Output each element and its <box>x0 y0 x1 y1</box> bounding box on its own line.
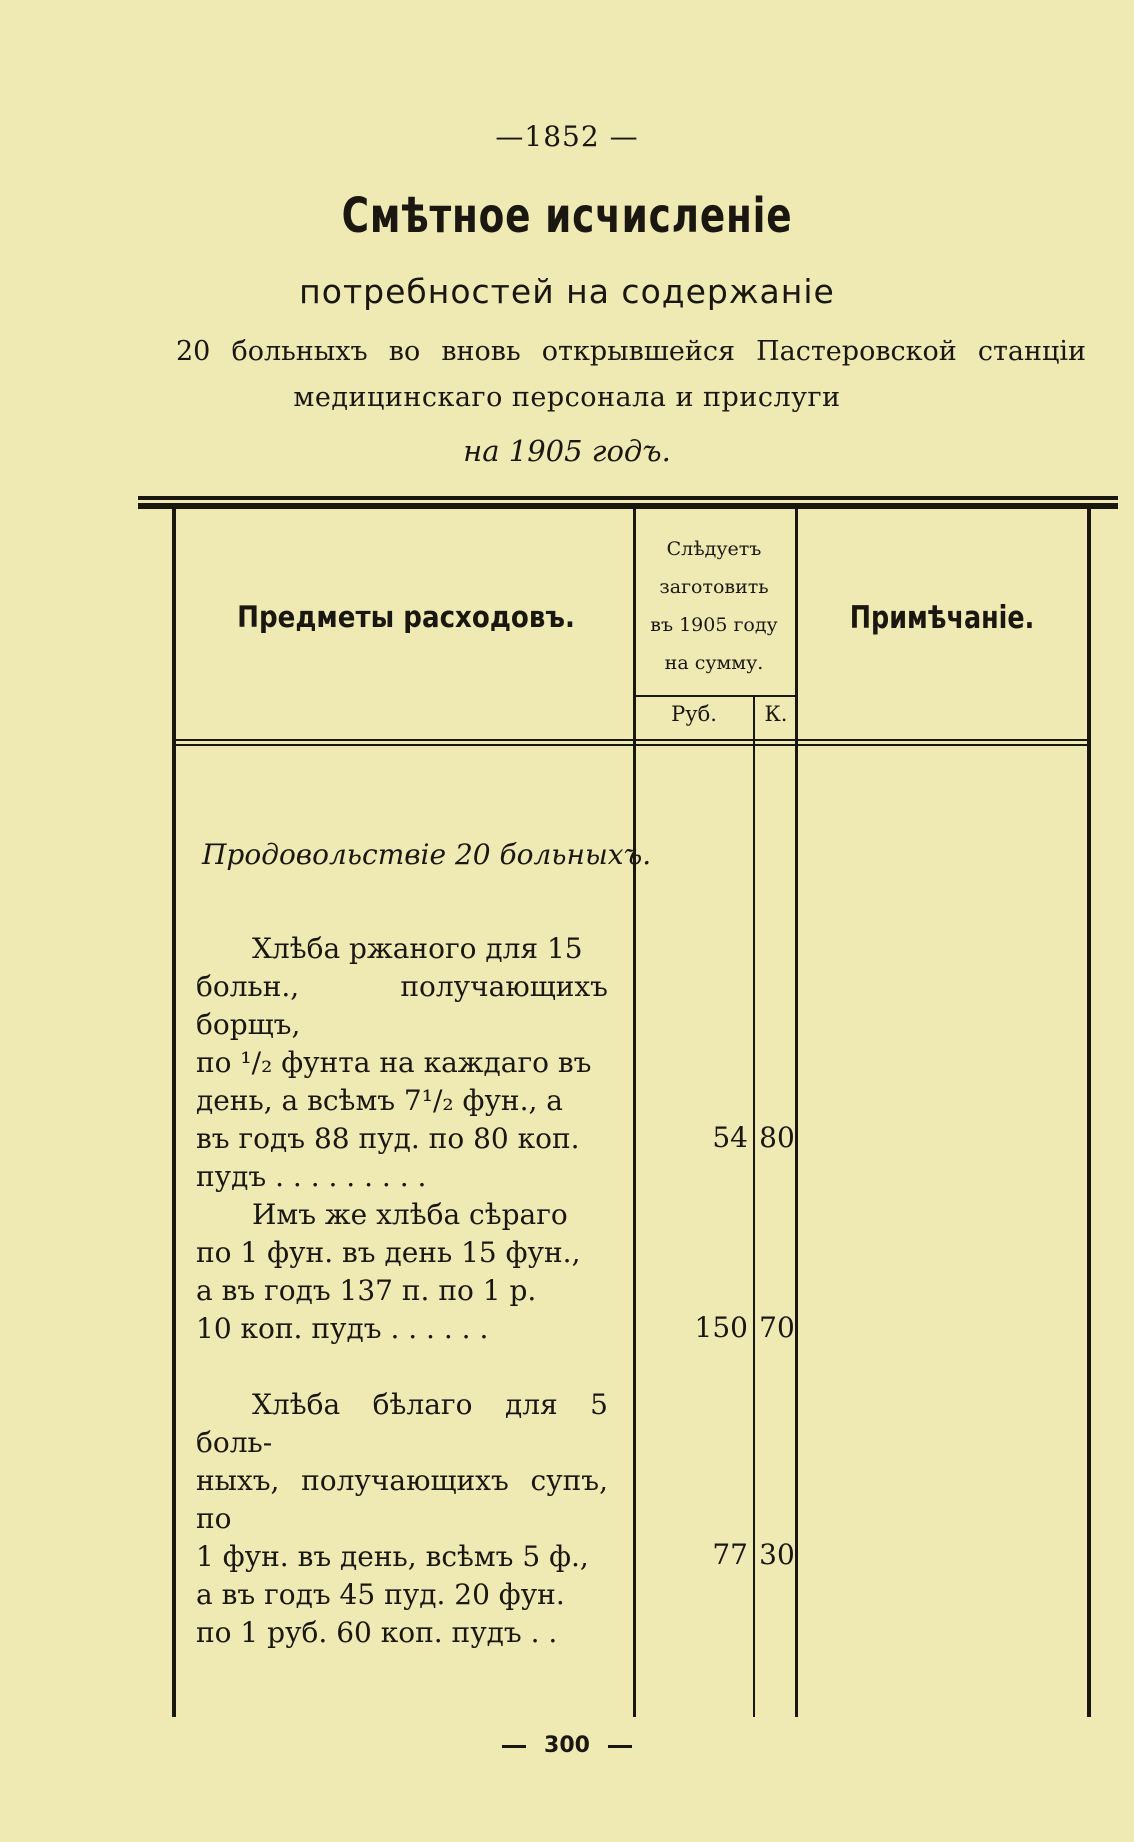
item-line: а въ годъ 137 п. по 1 р. <box>196 1274 537 1307</box>
row-rub-value: 54 <box>712 1121 748 1154</box>
section-heading: Продовольствіе 20 больныхъ. <box>202 838 652 871</box>
item-line: по 1 руб. 60 коп. пудъ . . <box>196 1616 558 1649</box>
item-line: Хлѣба ржаного для 15 <box>252 932 583 965</box>
footer-dash <box>608 1745 632 1748</box>
item-line: пудъ . . . . . . . . . <box>196 1160 427 1193</box>
item-line: по ¹/₂ фунта на каждаго въ <box>196 1046 592 1079</box>
header-bottom-rule-b <box>176 744 1087 746</box>
top-double-rule-b <box>138 503 1118 509</box>
document-title: Смѣтное исчисленіе <box>341 188 793 244</box>
item-line: 1 фун. въ день, всѣмъ 5 ф., <box>196 1540 589 1573</box>
column-divider-note <box>795 509 798 1717</box>
row-rub-value: 150 <box>694 1311 748 1344</box>
row-kop-value: 30 <box>759 1538 795 1571</box>
item-line: въ годъ 88 пуд. по 80 коп. <box>196 1122 580 1155</box>
column-header-kop: К. <box>764 702 788 726</box>
column-header-rub: Руб. <box>671 702 717 726</box>
item-line: день, а всѣмъ 7¹/₂ фун., а <box>196 1084 563 1117</box>
column-header-items: Предметы расходовъ. <box>237 600 575 634</box>
sum-header-line: Слѣдуетъ <box>666 538 762 560</box>
item-line: Имъ же хлѣба сѣраго <box>252 1198 568 1231</box>
document-subtitle: потребностей на содержаніе <box>299 272 835 311</box>
column-divider-items <box>633 509 636 1717</box>
sum-header-line: въ 1905 году <box>650 614 778 636</box>
sum-header-line: заготовить <box>659 576 769 598</box>
row-rub-value: 77 <box>712 1538 748 1571</box>
heading-line-4: медицинскаго персонала и прислуги <box>293 382 841 413</box>
table-row-item <box>196 930 608 1196</box>
column-header-sum <box>633 530 795 682</box>
row-kop-value: 70 <box>759 1311 795 1344</box>
header-bottom-rule-a <box>176 739 1087 741</box>
table-row-item <box>196 1386 608 1652</box>
column-header-note: Примѣчаніе. <box>849 600 1035 636</box>
table-left-border <box>172 509 176 1717</box>
table-row-item <box>196 1196 608 1348</box>
column-divider-rub-kop <box>753 697 755 1717</box>
sum-header-line: на сумму. <box>664 652 764 674</box>
item-line: по 1 фун. въ день 15 фун., <box>196 1236 581 1269</box>
top-double-rule-a <box>138 496 1118 500</box>
heading-line-5: на 1905 годъ. <box>463 434 671 468</box>
footer-dash <box>502 1745 526 1748</box>
item-line: а въ годъ 45 пуд. 20 фун. <box>196 1578 565 1611</box>
item-line: 10 коп. пудъ . . . . . . <box>196 1312 489 1345</box>
item-line: больн., получающихъ борщъ, <box>196 970 608 1041</box>
row-kop-value: 80 <box>759 1121 795 1154</box>
item-line: Хлѣба бѣлаго для 5 боль- <box>196 1388 608 1459</box>
item-line: ныхъ, получающихъ супъ, по <box>196 1464 608 1535</box>
heading-line-3: 20 больныхъ во вновь открывшейся Пастеровской станціи <box>176 336 1086 367</box>
page-number-top: —1852 — <box>495 120 639 153</box>
sum-subheader-rule <box>633 695 798 697</box>
page-number-bottom: 300 <box>544 1733 590 1758</box>
page-footer <box>0 1733 1134 1758</box>
table-right-border <box>1087 509 1091 1717</box>
